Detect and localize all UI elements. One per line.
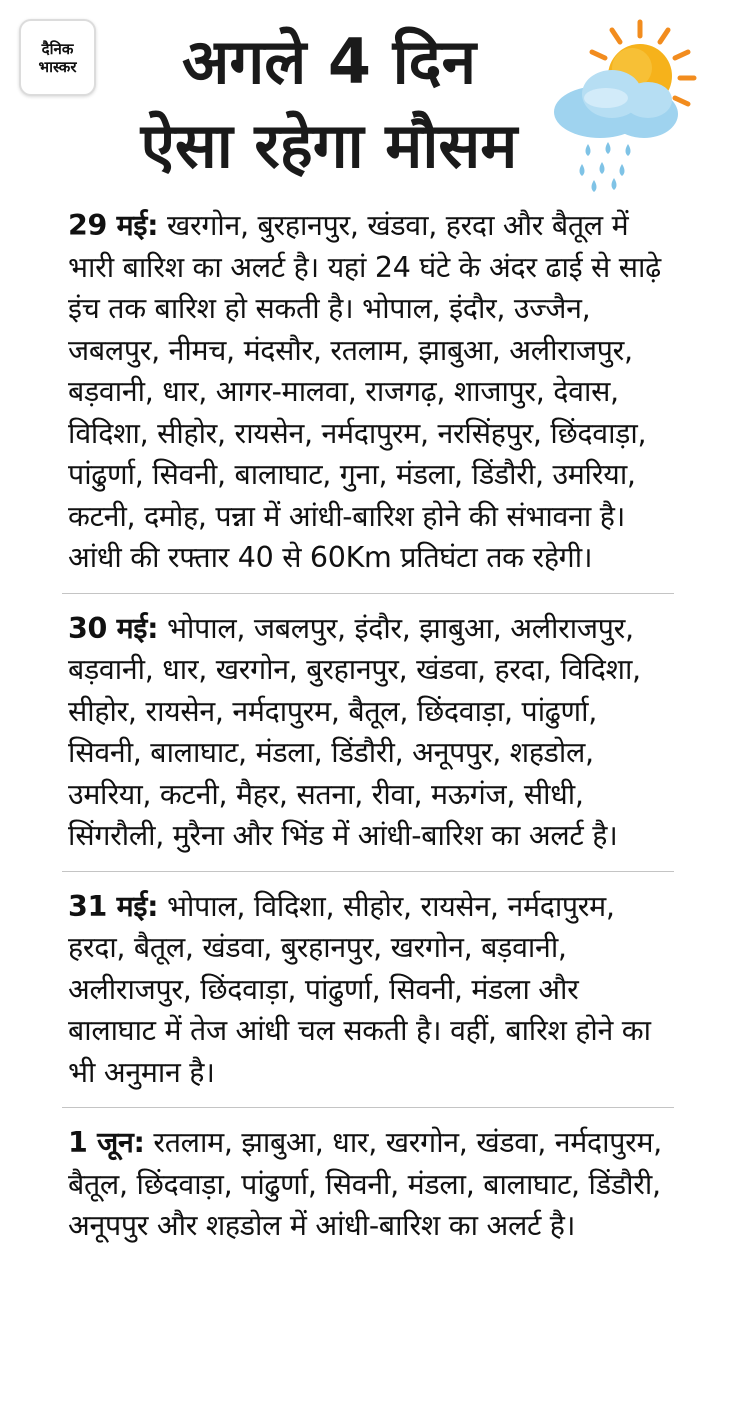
forecast-text: रतलाम, झाबुआ, धार, खरगोन, खंडवा, नर्मदापुरम, बैतूल, छिंदवाड़ा, पांढुर्णा, सिवनी, मंडला, बालाघाट, डिंडौरी, अनूपपुर और शहडोल में आंधी-बारिश का अलर्ट है। — [68, 1126, 662, 1242]
forecast-item — [68, 205, 673, 593]
logo-line-1: दैनिक — [41, 39, 74, 58]
forecast-item — [68, 1108, 673, 1247]
forecast-date: 31 मई: — [68, 889, 159, 923]
forecast-item — [68, 594, 673, 871]
page-title-line-2: ऐसा रहेगा मौसम — [140, 109, 518, 182]
forecast-item — [68, 872, 673, 1108]
rain-drops-icon — [580, 142, 631, 192]
forecast-date: 1 जून: — [68, 1126, 145, 1159]
forecast-date: 29 मई: — [68, 209, 159, 242]
forecast-text: भोपाल, विदिशा, सीहोर, रायसेन, नर्मदापुरम, हरदा, बैतूल, खंडवा, बुरहानपुर, खरगोन, बड़वानी, अलीराजपुर, छिंदवाड़ा, पांढुर्णा, सिवनी, मंडला और बालाघाट में तेज आंधी चल सकती है। वहीं, बारिश होने का भी अनुमान है। — [68, 889, 651, 1089]
logo-line-2: भास्कर — [38, 57, 77, 76]
forecast-list — [68, 205, 673, 1247]
forecast-text: भोपाल, जबलपुर, इंदौर, झाबुआ, अलीराजपुर, बड़वानी, धार, खरगोन, बुरहानपुर, खंडवा, हरदा, विदिशा, सीहोर, रायसेन, नर्मदापुरम, बैतूल, छिंदवाड़ा, पांढुर्णा, सिवनी, बालाघाट, मंडला, डिंडौरी, अनूपपुर, शहडोल, उमरिया, कटनी, मैहर, सतना, रीवा, मऊगंज, सीधी, सिंगरौली, मुरैना और भिंड में आंधी-बारिश का अलर्ट है। — [68, 611, 641, 852]
page-title-line-1: अगले 4 दिन — [181, 25, 476, 98]
forecast-text: खरगोन, बुरहानपुर, खंडवा, हरदा और बैतूल में भारी बारिश का अलर्ट है। यहां 24 घंटे के अंदर ढाई से साढ़े इंच तक बारिश हो सकती है। भोपाल, इंदौर, उज्जैन, जबलपुर, नीमच, मंदसौर, रतलाम, झाबुआ, अलीराजपुर, बड़वानी, धार, आगर-मालवा, राजगढ़, शाजापुर, देवास, विदिशा, सीहोर, रायसेन, नर्मदापुरम, नरसिंहपुर, छिंदवाड़ा, पांढुर्णा, सिवनी, बालाघाट, गुना, मंडला, डिंडौरी, उमरिया, कटनी, दमोह, पन्ना में आंधी-बारिश होने की संभावना है। आंधी की रफ्तार 40 से 60Km प्रतिघंटा तक रहेगी। — [68, 209, 661, 574]
sun-cloud-rain-icon — [548, 14, 708, 194]
forecast-date: 30 मई: — [68, 611, 159, 645]
